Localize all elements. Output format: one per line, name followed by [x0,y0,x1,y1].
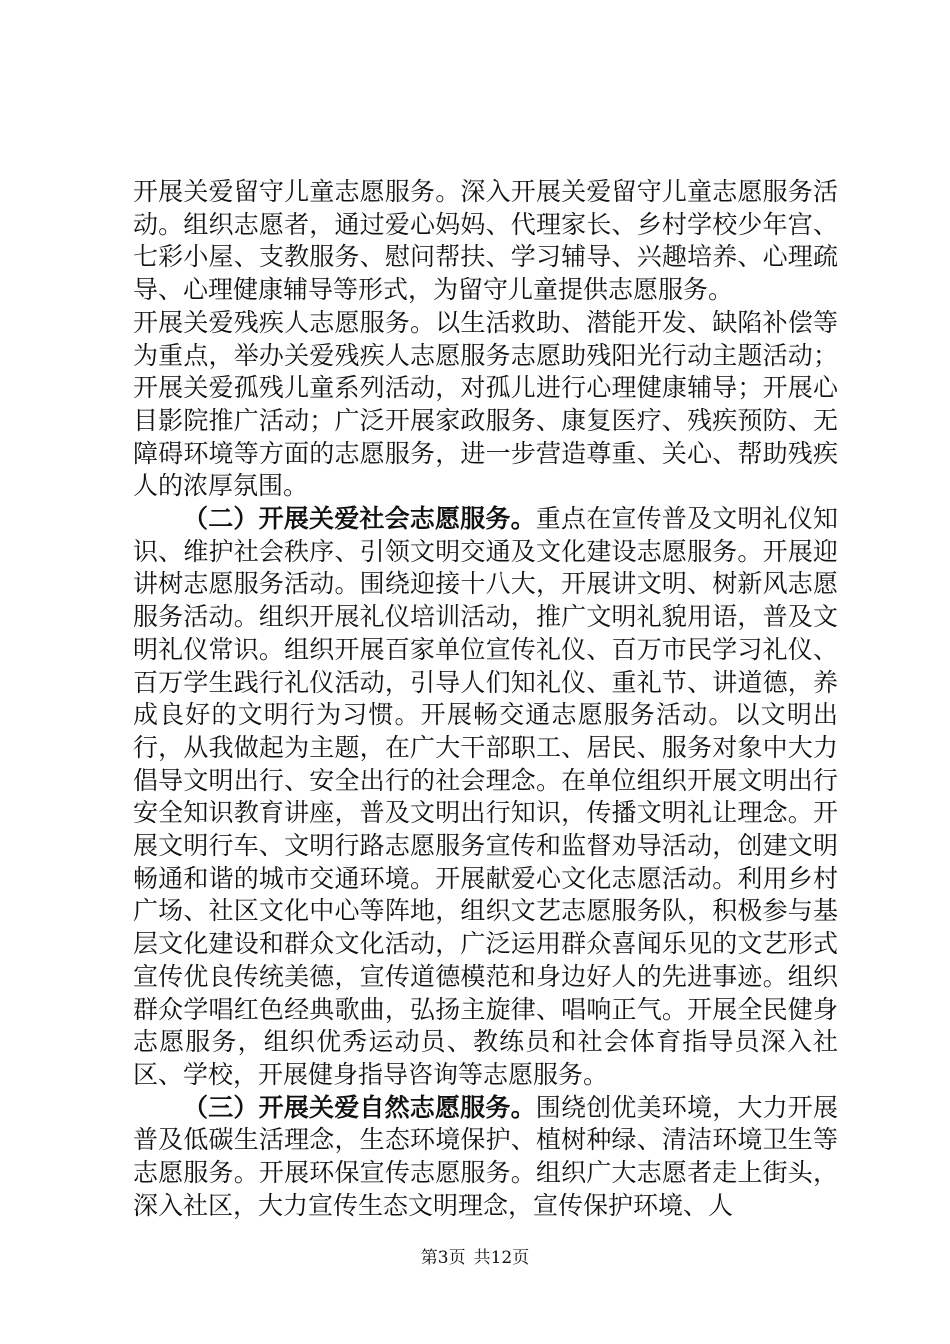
paragraph-left-behind-children [133,176,838,307]
paragraph-disabled-persons [133,307,838,503]
paragraph-nature-service [133,1092,838,1223]
page-total: 共12页 [473,1248,530,1268]
section-heading: （三）开展关爱自然志愿服务。 [183,1092,536,1122]
page-footer [0,1243,950,1268]
paragraph-text: 重点在宣传普及文明礼仪知识、维护社会秩序、引领文明交通及文化建设志愿服务。开展迎讲树志愿服务活动。围绕迎接十八大，开展讲文明、树新风志愿服务活动。组织开展礼仪培训活动，推广文明礼貌用语，普及文明礼仪常识。组织开展百家单位宣传礼仪、百万市民学习礼仪、百万学生践行礼仪活动，引导人们知礼仪、重礼节、讲道德，养成良好的文明行为习惯。开展畅交通志愿服务活动。以文明出行，从我做起为主题，在广大干部职工、居民、服务对象中大力倡导文明出行、安全出行的社会理念。在单位组织开展文明出行安全知识教育讲座，普及文明出行知识，传播文明礼让理念。开展文明行车、文明行路志愿服务宣传和监督劝导活动，创建文明畅通和谐的城市交通环境。开展献爱心文化志愿活动。利用乡村广场、社区文化中心等阵地，组织文艺志愿服务队，积极参与基层文化建设和群众文化活动，广泛运用群众喜闻乐见的文艺形式宣传优良传统美德，宣传道德模范和身边好人的先进事迹。组织群众学唱红色经典歌曲，弘扬主旋律、唱响正气。开展全民健身志愿服务，组织优秀运动员、教练员和社会体育指导员深入社区、学校，开展健身指导咨询等志愿服务。 [133,504,838,1089]
paragraph-social-service [133,503,838,1092]
document-body [133,176,838,1223]
paragraph-text: 围绕创优美环境，大力开展普及低碳生活理念，生态环境保护、植树种绿、清洁环境卫生等志愿服务。开展环保宣传志愿服务。组织广大志愿者走上街头，深入社区，大力宣传生态文明理念，宣传保护环境、人 [133,1092,838,1220]
paragraph-text: 开展关爱留守儿童志愿服务。深入开展关爱留守儿童志愿服务活动。组织志愿者，通过爱心妈妈、代理家长、乡村学校少年宫、七彩小屋、支教服务、慰问帮扶、学习辅导、兴趣培养、心理疏导、心理健康辅导等形式，为留守儿童提供志愿服务。 [133,177,838,305]
page-number: 第3页 [420,1248,466,1268]
paragraph-text: 开展关爱残疾人志愿服务。以生活救助、潜能开发、缺陷补偿等为重点，举办关爱残疾人志愿服务志愿助残阳光行动主题活动；开展关爱孤残儿童系列活动，对孤儿进行心理健康辅导；开展心目影院推广活动；广泛开展家政服务、康复医疗、残疾预防、无障碍环境等方面的志愿服务，进一步营造尊重、关心、帮助残疾人的浓厚氛围。 [133,307,838,501]
section-heading: （二）开展关爱社会志愿服务。 [183,504,536,534]
